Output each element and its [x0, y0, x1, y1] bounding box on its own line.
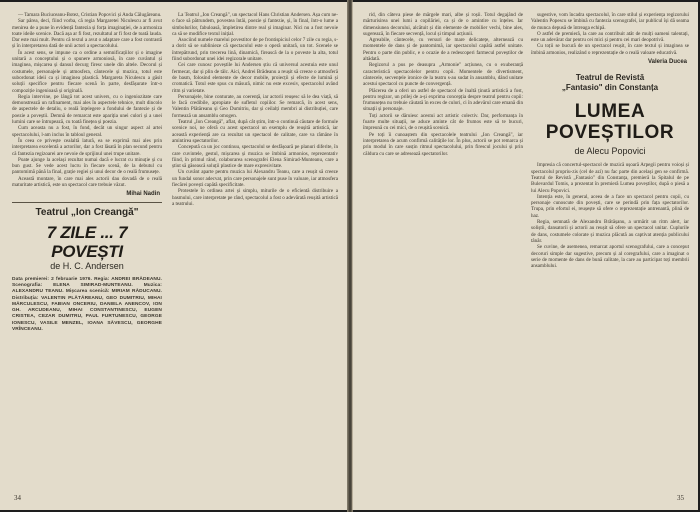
right-column-2-bottom-text [531, 162, 689, 269]
left-page [0, 2, 348, 510]
paragraph: Impresia că concertul-spectacol de muzică ușoară Arpegii pentru voioși și spectacolul propriu-zis (cel de azi) nu fac parte din același gen se confirmă. Teatrul de Revistă „Fantasio" din Constanța, premieră la Spitalul de pe Bulevardul Tomis, a prezentat în premieră Lumea poveștilor, după o piesă a lui Alecu Popovici. [531, 162, 689, 194]
right-page [352, 2, 698, 510]
right-column-1 [363, 12, 523, 497]
signature-mihai-nadin: Mihai Nadin [126, 191, 160, 198]
paragraph: Personajele, bine conturate, au coerență, iar actorii reușesc să le dea viață, să le facă credibile, apropiate de sufletul copiilor. Se remarcă, în acest sens, Valentin Plătăreanu și Geo Dumitriu, dar și ceilalți membri ai distribuției, care formează un ansamblu omogen. [172, 93, 338, 119]
show-title-lumea [531, 101, 689, 143]
paragraph: rid, din câteva piese de mărgele mari, albe și roșii. Totul degajând de mărturisirea unei lumi a copilăriei, ca și de o amintire cu înțeles. Iar dimensiunea decorului, alcătuit și din elemente de mobilier vechi, bine ales, sugerează, în fiecare secvență, locul și timpul acțiunii. [363, 12, 523, 37]
show-author: de H. C. Andersen [50, 260, 124, 271]
paragraph: — Tamara Buciuceanu-Botez, Cristian Popovici și Anda Călugăreanu. [18, 12, 162, 18]
show-title: 7 ZILE ... 7 POVEȘTI [46, 222, 128, 261]
paragraph: Plăcerea de a oferi un astfel de spectacol de înaltă ținută artistică a fost, pentru regizor, un prilej de a-și exprima concepția despre teatrul pentru copii: frumusețea nu trebuie căutată în exces de culori, ci în adevărul care emană din situații și personaje. [363, 87, 523, 113]
show-author-popovici: de Alecu Popovici [574, 146, 646, 157]
left-column-2 [172, 12, 338, 492]
paragraph: În ceea ce privește cealaltă latură, ea se exprimă mai ales prin interpretarea excelentă a actorilor, dar a fost lăsată în plan secund pentru că fantezia regizoarei are nevoie de sprijinul unei trupe unitare. [12, 137, 162, 157]
paragraph: Această montare, în care mai ales actorii dau dovadă de o reală maturitate artistică, este un spectacol care trebuie văzut. [12, 175, 162, 189]
cast-credits [12, 277, 162, 334]
paragraph: Se cuvine, de asemenea, remarcat aportul scenografului, care a conceput decoruri simple dar sugestive, precum și al coregrafului, care a imaginat o serie de momente de dans de bună calitate, la care au participat toți membrii ansamblului. [531, 244, 689, 270]
divider [12, 202, 162, 203]
left-column-1-text [12, 12, 162, 188]
paragraph: Regizorul a pus pe deasupra „Armonie" acțiunea, cu o exuberanță caracteristică spectacolelor pentru copii. Momentele de divertisment, cântecele, secvențele ironice de la teatru s-au sudat în ansamblu, dând unitate acestui spectacol cu puncte de convergență. [363, 62, 523, 88]
right-column-1-text [363, 12, 523, 157]
paragraph: Cu toții se bucură de un spectacol reușit, în care textul și imaginea se îmbină armonios, realizând o reprezentație de o reală valoare educativă. [531, 43, 689, 56]
paragraph: La Teatrul „Ion Creangă", un spectacol Hans Christian Andersen. Așa cum ne-o face să pătrundem, povestea întâi, poezie și fantezie, și, în final, într-o lume a simbolurilor, fabuloasă, împletirea dintre real și imaginar. Nici nu a fost nevoie ca să se modifice textul inițial. [172, 12, 338, 37]
cast-credits-text: Data premierei: 2 februarie 1976. Regia: ANDREI BRĂDEANU. Scenografia: ELENA SIMIRAD-MUNTEANU. Muzica: ALEXANDRU TEANU. Mișcarea scenică: MIRIAM RĂDUCANU. Distribuția: VALENTIN PLĂTĂREANU, GEO DUMITRIU, MIHAI MĂRCULESCU, FABIAN ONCERIU, DANIELA ANENCOV, ION GH. ARCUDEANU, MIHAI CONSTANTINESCU, EUGEN CRISTEA, CEZAR DUMITRU, PAUL FURTUNESCU, GEORGE IONESCU, VASILE MENZEL, IOANA SĂVESCU, GEORGHE VRÎNCEANU. [12, 276, 162, 332]
paragraph: Toți actorii se dăruiesc acestui act artistic colectiv. Dar, performanța în foarte multe situații, ne aduce aminte cât de frumos este să te bucuri, împreună cu cei mici, de o reușită scenică. [363, 112, 523, 132]
right-column-2 [531, 12, 689, 482]
left-column-2-text [172, 12, 338, 207]
left-column-1 [12, 12, 162, 482]
show-title-text: LUMEA POVEȘTILOR [545, 101, 675, 144]
paragraph: Cei care cunosc poveștile lui Andersen știu că universul acestuia este unul fermecat, dar și plin de tâlc. Aici, Andrei Brădeanu a reușit să creeze o atmosferă de basm, folosind elemente de decor mobile, proiecții și efecte de lumină și cromatică. Totul este spus cu măsură, nimic nu este excesiv, spectacolul având ritm și varietate. [172, 62, 338, 94]
right-page-number: 35 [677, 494, 684, 502]
paragraph: Protestele în ordinea artei și simplu, miturile de o eficientă distribuire a basmului, care interpretate pe rând, spectacolul a fost o adevărată reușită artistică a teatrului. [172, 188, 338, 207]
theatre-heading: Teatrul „Ion Creangă" [35, 206, 139, 218]
theatre-heading-line-1: Teatrul de Revistă [575, 73, 645, 83]
right-column-2-top-text [531, 12, 689, 56]
signature-valeria-ducea: Valeria Ducea [647, 59, 687, 66]
paragraph: sugestive, vom încadra spectacolul, în care stilul și experiența regizorului Valentin Popescu se îmbină cu fantezia scenografei, iar publicul își dă seama de munca depusă de întreaga echipă. [531, 12, 689, 31]
theatre-heading-line-2: „Fantasio" din Constanța [561, 83, 659, 93]
paragraph: Cum aceasta nu a fost, în fond, decât un singur aspect al artei spectacolului, l-am inclus în tabloul general. [12, 125, 162, 138]
paragraph: Intenția este, în general, aceea de a face un spectacol pentru copii, cu personaje cunoscute din povești, care se perindă prin fața spectatorilor. Trupa, prin efortul ei, reușește să ofere o reprezentație antrenantă, plină de haz. [531, 193, 689, 219]
paragraph: Sar pârea, deci, fiind vorba, că regia Margaretei Niculescu ar fi avut menirea de a pune în evidență fantezia și forța imaginației, de a armoniza toate ideile scenice. Dacă așa ar fi fost, rezultatul ar fi fost de toată lauda. Dar este mai mult. Pentru că textul a avut o adaptare care a fost contrastă și în interpretarea dată de unii actori a spectacolului. [12, 18, 162, 50]
paragraph: Un cuvânt aparte pentru muzica lui Alexandru Teanu, care a reușit să creeze un fundal sonor adecvat, prin care personajele sunt puse în valoare, iar atmosfera fiecărei povești capătă specificitate. [172, 169, 338, 189]
paragraph: În acest sens, se impune ca o ordine a semnificațiilor și o imagine unitară a conceptului și o spunere armoniosă, în care cuvântul și imaginea, mișcarea și dansul decurg firesc unele din altele. Decorul și costumele, personajele și atmosfera, cântecele și muzica, totul este subordonat ideii ca și imaginea plastică. Margareta Niculescu a găsit soluții specifice pentru fiecare scenă în parte, desfășurate într-o compoziție ingenioasă și originală. [12, 49, 162, 94]
paragraph: Regia intervine, pe lângă tot acest univers, cu o ingeniozitate care demonstrează un rafinament, mai ales în aspectele tehnice, mult dincolo de aspectele de detaliu, o reală înțelegere a fondului de fantezie și de poezie a poveștii. Demnă de remarcat este apariția unei culori și a unei lumini care se întrupează, cu toată finețea și poezia. [12, 93, 162, 126]
paragraph: Poate ajunge la același rezultat numai dacă e lucrat cu minuție și cu bun gust. Se vede acest lucru în fiecare scenă, de la debutul cu pantomimă până la final, grație regiei și unui decor de o reală frumusețe. [12, 156, 162, 176]
paragraph: O astfel de premieră, la care au contribuit atât de mulți oameni talentați, este un adevărat dar pentru cei mici și pentru cei mari deopotrivă. [531, 30, 689, 44]
left-page-number: 34 [14, 494, 21, 502]
paragraph: Pe toți îi cunoaștem din spectacolele teatrului „Ion Creangă", iar interpretarea de acum confirmă calitățile lor. În plus, actorii se pot remarca și prin modul în care susțin ritmul spectacolului, prin firescul jocului și prin căldura cu care se adresează spectatorilor. [363, 131, 523, 157]
paragraph: Agreabile, cântecele, cu versuri de mare delicatețe, alternează cu momentele de dans și de pantomimă, iar spectacolul capătă astfel unitate. Pentru o parte din public, e o ocazie de a redescoperi farmecul poveștilor de altădată. [363, 37, 523, 63]
paragraph: Regia, semnată de Alexandru Brătășanu, a urmărit un ritm alert, iar soliștii, dansatorii și actorii au reușit să ofere un spectacol unitar. Cuplurile de dans, costumele colorate și muzica plăcută au captivat atenția publicului tânăr. [531, 219, 689, 244]
paragraph: Concepută ca un joc continuu, spectacolul se desfășoară pe planuri diferite, în care cuvintele, gestul, mișcarea și muzica se îmbină armonios, reprezentativ fiind, în primul rând, colaborarea scenografei Elena Simirad-Munteanu, care a știut să găsească soluții plastice de mare expresivitate. [172, 144, 338, 170]
paragraph: Teatrul „Ion Creangă", aflat, după cât știm, într-o continuă căutare de formule scenice noi, ne oferă cu acest spectacol un exemplu de reușită artistică, iar această experiență are ca rezultat un spectacol de calitate, care va rămâne în amintirea spectatorilor. [172, 119, 338, 144]
paragraph: Asociind numele marelui povestitor de pe frontispiciul celor 7 zile cu regia, s-a dorit să se sublinieze că spectacolul este o operă unitară, un tot. Scenele se întrepătrund, prin trecerea lină, dinamică, firească de la o poveste la alta, totul fiind subordonat unei idei regizorale unitare. [172, 37, 338, 63]
